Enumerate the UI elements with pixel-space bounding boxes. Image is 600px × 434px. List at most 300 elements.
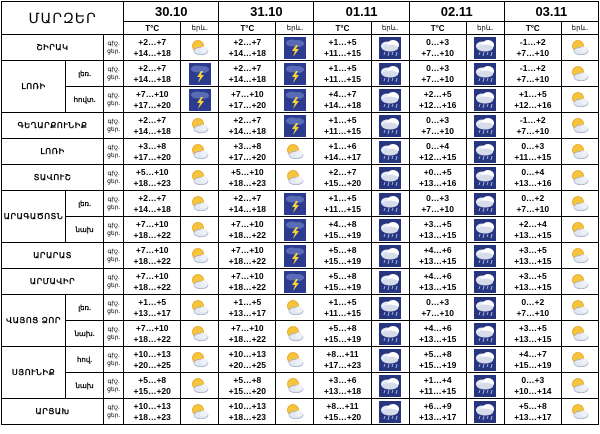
night-temperature: 0…+3 bbox=[521, 374, 545, 385]
weather-icon-cell bbox=[466, 35, 504, 61]
day-label: ցեր. bbox=[107, 230, 121, 237]
weather-icon-cell bbox=[276, 87, 314, 113]
day-temperature: +18…+22 bbox=[133, 255, 171, 266]
forecast-row bbox=[2, 139, 599, 165]
day-temperature: +7…+10 bbox=[421, 125, 454, 136]
phenomenon-header: երև. bbox=[466, 22, 504, 35]
temperature-cell bbox=[409, 191, 466, 217]
thunderstorm-icon bbox=[181, 63, 218, 85]
weather-icon-cell bbox=[181, 87, 219, 113]
sun-cloud-icon bbox=[276, 167, 313, 189]
night-temperature: +10…+13 bbox=[133, 348, 171, 359]
region-name: ԱՐԱՐԱՏ bbox=[2, 243, 104, 269]
sun-cloud-icon bbox=[181, 375, 218, 397]
weather-icon-cell bbox=[371, 269, 409, 295]
sun-cloud-icon bbox=[181, 37, 218, 59]
day-temperature: +18…+23 bbox=[133, 177, 171, 188]
sun-cloud-icon bbox=[181, 141, 218, 163]
temperature-cell bbox=[504, 191, 561, 217]
day-temperature: +13…+15 bbox=[514, 333, 552, 344]
night-temperature: +2…+7 bbox=[233, 192, 262, 203]
day-temperature: +14…+18 bbox=[133, 125, 171, 136]
cloud-rain-icon bbox=[467, 193, 504, 215]
time-of-day-label bbox=[104, 87, 124, 113]
time-of-day-label bbox=[104, 243, 124, 269]
forecast-row bbox=[2, 373, 599, 399]
temperature-cell bbox=[314, 295, 371, 321]
temperature-cell bbox=[219, 399, 276, 425]
day-temperature: +10…+14 bbox=[514, 385, 552, 396]
weather-icon-cell bbox=[371, 295, 409, 321]
region-name: ՎԱՅՈՑ ՁՈՐ bbox=[2, 295, 66, 347]
day-label: ցեր. bbox=[107, 386, 121, 393]
temperature-cell bbox=[504, 61, 561, 87]
forecast-row bbox=[2, 243, 599, 269]
night-temperature: 0…+3 bbox=[521, 140, 545, 151]
cloud-rain-icon bbox=[467, 89, 504, 111]
day-temperature: +17…+20 bbox=[228, 99, 267, 110]
night-temperature: +7…+10 bbox=[135, 244, 169, 255]
temperature-header: T°C bbox=[219, 22, 276, 35]
cloud-rain-icon bbox=[372, 323, 409, 345]
night-temperature: +1…+5 bbox=[233, 296, 262, 307]
cloud-rain-icon bbox=[372, 37, 409, 59]
forecast-row bbox=[2, 217, 599, 243]
night-temperature: +8…+11 bbox=[326, 348, 359, 359]
weather-icon-cell bbox=[466, 399, 504, 425]
forecast-row bbox=[2, 347, 599, 373]
temperature-cell bbox=[314, 399, 371, 425]
sun-cloud-icon bbox=[276, 349, 313, 371]
weather-icon-cell bbox=[466, 191, 504, 217]
sun-cloud-icon bbox=[562, 115, 598, 137]
sun-cloud-icon bbox=[276, 401, 313, 423]
region-name: ԼՈՌԻ bbox=[2, 139, 104, 165]
weather-icon-cell bbox=[466, 295, 504, 321]
day-temperature: +18…+22 bbox=[228, 255, 267, 266]
temperature-cell bbox=[124, 113, 181, 139]
temperature-cell bbox=[124, 295, 181, 321]
sun-cloud-icon bbox=[181, 115, 218, 137]
day-temperature: +7…+10 bbox=[516, 307, 550, 318]
day-temperature: +14…+18 bbox=[228, 125, 267, 136]
temperature-cell bbox=[314, 347, 371, 373]
day-temperature: +13…+15 bbox=[514, 229, 552, 240]
night-temperature: +8…+11 bbox=[326, 400, 359, 411]
temperature-cell bbox=[219, 269, 276, 295]
cloud-rain-icon bbox=[467, 167, 504, 189]
day-temperature: +13…+15 bbox=[418, 229, 457, 240]
day-temperature: +14…+18 bbox=[133, 203, 171, 214]
weather-icon-cell bbox=[276, 165, 314, 191]
temperature-cell bbox=[124, 243, 181, 269]
cloud-rain-icon bbox=[467, 323, 504, 345]
time-of-day-label bbox=[104, 399, 124, 425]
night-temperature: +3…+5 bbox=[423, 218, 452, 229]
night-label: գիշ. bbox=[107, 222, 120, 229]
time-of-day-label bbox=[104, 269, 124, 295]
time-of-day-label bbox=[104, 373, 124, 399]
day-temperature: +20…+25 bbox=[228, 359, 267, 370]
sun-cloud-icon bbox=[562, 375, 598, 397]
day-temperature: +13…+15 bbox=[514, 255, 552, 266]
cloud-rain-icon bbox=[467, 401, 504, 423]
night-temperature: 0…+3 bbox=[426, 114, 450, 125]
temperature-cell bbox=[504, 217, 561, 243]
night-label: գիշ. bbox=[107, 352, 120, 359]
day-label: ցեր. bbox=[107, 360, 121, 367]
weather-icon-cell bbox=[561, 113, 598, 139]
night-temperature: +3…+5 bbox=[518, 244, 547, 255]
time-of-day-label bbox=[104, 217, 124, 243]
sun-cloud-icon bbox=[181, 401, 218, 423]
temperature-cell bbox=[124, 61, 181, 87]
temperature-cell bbox=[219, 61, 276, 87]
temperature-cell bbox=[314, 373, 371, 399]
date-header: 02.11 bbox=[409, 2, 504, 22]
thunderstorm-icon bbox=[276, 89, 313, 111]
day-temperature: +14…+17 bbox=[323, 151, 362, 162]
subregion-label: հով. bbox=[66, 347, 104, 373]
sun-cloud-icon bbox=[276, 297, 313, 319]
region-name: ՍՅՈՒՆԻՔ bbox=[2, 347, 66, 399]
cloud-rain-icon bbox=[467, 37, 504, 59]
weather-icon-cell bbox=[466, 217, 504, 243]
temperature-cell bbox=[504, 243, 561, 269]
weather-icon-cell bbox=[276, 321, 314, 347]
sun-cloud-icon bbox=[562, 141, 598, 163]
cloud-rain-icon bbox=[372, 89, 409, 111]
subregion-label: նախ bbox=[66, 217, 104, 243]
weather-icon-cell bbox=[276, 139, 314, 165]
day-temperature: +11…+15 bbox=[324, 47, 361, 58]
night-temperature: +1…+5 bbox=[328, 296, 357, 307]
region-name: ԼՈՌԻ bbox=[2, 61, 66, 113]
region-name: ԱՐՑԱԽ bbox=[2, 399, 104, 425]
temperature-cell bbox=[124, 87, 181, 113]
temperature-cell bbox=[409, 61, 466, 87]
temperature-cell bbox=[219, 191, 276, 217]
night-temperature: +1…+4 bbox=[423, 374, 452, 385]
cloud-rain-icon bbox=[372, 115, 409, 137]
sun-cloud-icon bbox=[181, 297, 218, 319]
day-temperature: +13…+15 bbox=[514, 281, 552, 292]
cloud-rain-icon bbox=[467, 375, 504, 397]
temperature-cell bbox=[124, 165, 181, 191]
day-temperature: +18…+22 bbox=[228, 333, 267, 344]
night-label: գիշ. bbox=[107, 40, 120, 47]
day-temperature: +14…+18 bbox=[228, 47, 267, 58]
forecast-table bbox=[1, 1, 599, 425]
weather-icon-cell bbox=[181, 191, 219, 217]
weather-icon-cell bbox=[561, 373, 598, 399]
region-name: ԱՐՄԱՎԻՐ bbox=[2, 269, 104, 295]
temperature-cell bbox=[409, 373, 466, 399]
weather-icon-cell bbox=[466, 373, 504, 399]
night-temperature: +5…+10 bbox=[231, 166, 264, 177]
temperature-cell bbox=[409, 87, 466, 113]
night-label: գիշ. bbox=[107, 196, 120, 203]
night-temperature: +1…+5 bbox=[328, 114, 357, 125]
weather-icon-cell bbox=[561, 347, 598, 373]
temperature-cell bbox=[219, 321, 276, 347]
weather-icon-cell bbox=[561, 269, 598, 295]
weather-icon-cell bbox=[371, 113, 409, 139]
day-temperature: +17…+23 bbox=[323, 359, 362, 370]
sun-cloud-icon bbox=[562, 167, 598, 189]
temperature-cell bbox=[409, 295, 466, 321]
forecast-row bbox=[2, 321, 599, 347]
weather-icon-cell bbox=[561, 243, 598, 269]
day-temperature: +15…+19 bbox=[323, 255, 362, 266]
night-label: գիշ. bbox=[107, 274, 120, 281]
night-temperature: +2…+7 bbox=[233, 62, 262, 73]
night-label: գիշ. bbox=[107, 300, 120, 307]
temperature-cell bbox=[504, 321, 561, 347]
day-label: ցեր. bbox=[107, 100, 121, 107]
sun-cloud-icon bbox=[562, 63, 598, 85]
cloud-rain-icon bbox=[372, 141, 409, 163]
temperature-cell bbox=[504, 399, 561, 425]
weather-icon-cell bbox=[371, 165, 409, 191]
temperature-cell bbox=[314, 243, 371, 269]
day-temperature: +14…+18 bbox=[228, 73, 267, 84]
cloud-rain-icon bbox=[467, 115, 504, 137]
day-temperature: +7…+10 bbox=[421, 47, 454, 58]
cloud-rain-icon bbox=[372, 167, 409, 189]
temperature-header: T°C bbox=[409, 22, 466, 35]
day-temperature: +13…+16 bbox=[514, 177, 552, 188]
night-temperature: +3…+6 bbox=[328, 374, 357, 385]
cloud-rain-icon bbox=[467, 219, 504, 241]
night-temperature: +7…+10 bbox=[135, 218, 169, 229]
forecast-row bbox=[2, 61, 599, 87]
time-of-day-label bbox=[104, 191, 124, 217]
weather-icon-cell bbox=[466, 321, 504, 347]
thunderstorm-icon bbox=[181, 89, 218, 111]
sun-cloud-icon bbox=[181, 271, 218, 293]
night-temperature: 0…+3 bbox=[426, 296, 450, 307]
region-name: ՇԻՐԱԿ bbox=[2, 35, 104, 61]
day-temperature: +13…+16 bbox=[418, 177, 457, 188]
time-of-day-label bbox=[104, 61, 124, 87]
night-temperature: +1…+6 bbox=[328, 140, 357, 151]
subregion-label: լեռ. bbox=[66, 295, 104, 321]
forecast-row bbox=[2, 113, 599, 139]
sun-cloud-icon bbox=[276, 141, 313, 163]
night-temperature: 0…+2 bbox=[521, 192, 545, 203]
weather-icon-cell bbox=[181, 113, 219, 139]
day-label: ցեր. bbox=[107, 256, 121, 263]
day-temperature: +13…+17 bbox=[514, 411, 552, 422]
sun-cloud-icon bbox=[181, 193, 218, 215]
night-temperature: +4…+6 bbox=[423, 322, 452, 333]
temperature-cell bbox=[409, 139, 466, 165]
temperature-cell bbox=[504, 295, 561, 321]
temperature-cell bbox=[219, 295, 276, 321]
cloud-rain-icon bbox=[372, 271, 409, 293]
thunderstorm-icon bbox=[276, 271, 313, 293]
day-temperature: +12…+15 bbox=[418, 151, 457, 162]
day-temperature: +18…+23 bbox=[228, 411, 267, 422]
day-temperature: +18…+22 bbox=[228, 281, 267, 292]
night-label: գիշ. bbox=[107, 144, 120, 151]
night-label: գիշ. bbox=[107, 326, 120, 333]
day-label: ցեր. bbox=[107, 282, 121, 289]
weather-icon-cell bbox=[276, 295, 314, 321]
weather-icon-cell bbox=[371, 347, 409, 373]
temperature-cell bbox=[314, 113, 371, 139]
night-temperature: +5…+8 bbox=[233, 374, 262, 385]
day-temperature: +11…+15 bbox=[324, 307, 361, 318]
forecast-row bbox=[2, 191, 599, 217]
day-temperature: +15…+19 bbox=[323, 281, 362, 292]
weather-icon-cell bbox=[561, 321, 598, 347]
thunderstorm-icon bbox=[276, 219, 313, 241]
sun-cloud-icon bbox=[562, 89, 598, 111]
day-label: ցեր. bbox=[107, 126, 121, 133]
weather-icon-cell bbox=[181, 139, 219, 165]
night-temperature: +3…+5 bbox=[518, 322, 547, 333]
sun-cloud-icon bbox=[181, 219, 218, 241]
night-temperature: +4…+6 bbox=[423, 244, 452, 255]
cloud-rain-icon bbox=[372, 375, 409, 397]
night-temperature: +5…+8 bbox=[328, 322, 357, 333]
day-temperature: +17…+20 bbox=[133, 99, 171, 110]
weather-icon-cell bbox=[561, 295, 598, 321]
weather-icon-cell bbox=[371, 243, 409, 269]
date-header: 01.11 bbox=[314, 2, 409, 22]
night-temperature: +2…+7 bbox=[138, 114, 167, 125]
sun-cloud-icon bbox=[181, 323, 218, 345]
day-temperature: +7…+10 bbox=[516, 73, 550, 84]
night-label: գիշ. bbox=[107, 378, 120, 385]
temperature-cell bbox=[504, 35, 561, 61]
cloud-rain-icon bbox=[467, 349, 504, 371]
cloud-rain-icon bbox=[372, 297, 409, 319]
night-temperature: 0…+4 bbox=[426, 140, 450, 151]
night-temperature: +2…+7 bbox=[233, 114, 262, 125]
day-temperature: +11…+15 bbox=[324, 125, 361, 136]
night-temperature: +5…+8 bbox=[328, 270, 357, 281]
weather-icon-cell bbox=[181, 35, 219, 61]
weather-icon-cell bbox=[276, 399, 314, 425]
temperature-cell bbox=[124, 347, 181, 373]
day-temperature: +15…+20 bbox=[323, 177, 362, 188]
temperature-cell bbox=[124, 217, 181, 243]
temperature-cell bbox=[314, 165, 371, 191]
temperature-cell bbox=[504, 87, 561, 113]
night-temperature: +7…+10 bbox=[135, 270, 169, 281]
day-temperature: +17…+20 bbox=[228, 151, 267, 162]
temperature-cell bbox=[219, 243, 276, 269]
temperature-cell bbox=[409, 165, 466, 191]
day-temperature: +15…+20 bbox=[323, 411, 362, 422]
time-of-day-label bbox=[104, 295, 124, 321]
temperature-cell bbox=[314, 139, 371, 165]
night-temperature: +2…+7 bbox=[138, 36, 167, 47]
night-temperature: 0…+4 bbox=[521, 166, 545, 177]
night-temperature: 0…+3 bbox=[426, 192, 450, 203]
night-label: գիշ. bbox=[107, 248, 120, 255]
day-temperature: +12…+16 bbox=[514, 99, 552, 110]
night-temperature: +1…+5 bbox=[518, 88, 547, 99]
day-temperature: +7…+10 bbox=[516, 203, 550, 214]
night-temperature: +2…+7 bbox=[233, 36, 262, 47]
weather-icon-cell bbox=[181, 269, 219, 295]
day-temperature: +18…+23 bbox=[228, 177, 267, 188]
time-of-day-label bbox=[104, 347, 124, 373]
night-temperature: -1…+2 bbox=[519, 62, 546, 73]
forecast-row bbox=[2, 269, 599, 295]
weather-icon-cell bbox=[181, 61, 219, 87]
phenomenon-header: երև. bbox=[561, 22, 598, 35]
weather-icon-cell bbox=[371, 321, 409, 347]
night-temperature: +2…+5 bbox=[423, 88, 452, 99]
weather-icon-cell bbox=[466, 139, 504, 165]
night-temperature: +4…+7 bbox=[518, 348, 547, 359]
day-temperature: +7…+10 bbox=[421, 307, 454, 318]
temperature-cell bbox=[219, 373, 276, 399]
weather-icon-cell bbox=[561, 139, 598, 165]
weather-icon-cell bbox=[276, 113, 314, 139]
weather-icon-cell bbox=[466, 347, 504, 373]
time-of-day-label bbox=[104, 35, 124, 61]
weather-icon-cell bbox=[371, 139, 409, 165]
temperature-header: T°C bbox=[124, 22, 181, 35]
temperature-cell bbox=[409, 347, 466, 373]
forecast-row bbox=[2, 35, 599, 61]
day-temperature: +13…+15 bbox=[418, 255, 457, 266]
sun-cloud-icon bbox=[181, 167, 218, 189]
weather-icon-cell bbox=[181, 217, 219, 243]
sun-cloud-icon bbox=[562, 219, 598, 241]
temperature-cell bbox=[219, 87, 276, 113]
cloud-rain-icon bbox=[372, 193, 409, 215]
night-temperature: +7…+10 bbox=[231, 270, 264, 281]
night-temperature: +1…+5 bbox=[328, 62, 357, 73]
temperature-cell bbox=[314, 35, 371, 61]
temperature-cell bbox=[314, 269, 371, 295]
temperature-cell bbox=[124, 139, 181, 165]
weather-icon-cell bbox=[466, 61, 504, 87]
sun-cloud-icon bbox=[562, 245, 598, 267]
subregion-label: նախ. bbox=[66, 321, 104, 347]
cloud-rain-icon bbox=[372, 401, 409, 423]
night-temperature: +1…+5 bbox=[328, 192, 357, 203]
region-name: ԳԵՂԱՐՔՈՒՆԻՔ bbox=[2, 113, 104, 139]
weather-icon-cell bbox=[561, 61, 598, 87]
time-of-day-label bbox=[104, 139, 124, 165]
weather-icon-cell bbox=[561, 87, 598, 113]
phenomenon-header: երև. bbox=[276, 22, 314, 35]
temperature-cell bbox=[124, 373, 181, 399]
weather-icon-cell bbox=[371, 399, 409, 425]
weather-icon-cell bbox=[561, 399, 598, 425]
weather-icon-cell bbox=[181, 321, 219, 347]
day-temperature: +13…+17 bbox=[133, 307, 171, 318]
night-temperature: +6…+9 bbox=[423, 400, 452, 411]
subregion-label: հովտ. bbox=[66, 87, 104, 113]
temperature-cell bbox=[409, 321, 466, 347]
day-label: ցեր. bbox=[107, 74, 121, 81]
temperature-cell bbox=[409, 269, 466, 295]
day-temperature: +18…+22 bbox=[133, 281, 171, 292]
thunderstorm-icon bbox=[276, 193, 313, 215]
temperature-cell bbox=[124, 321, 181, 347]
subregion-label: նախ bbox=[66, 373, 104, 399]
day-temperature: +13…+15 bbox=[418, 333, 457, 344]
